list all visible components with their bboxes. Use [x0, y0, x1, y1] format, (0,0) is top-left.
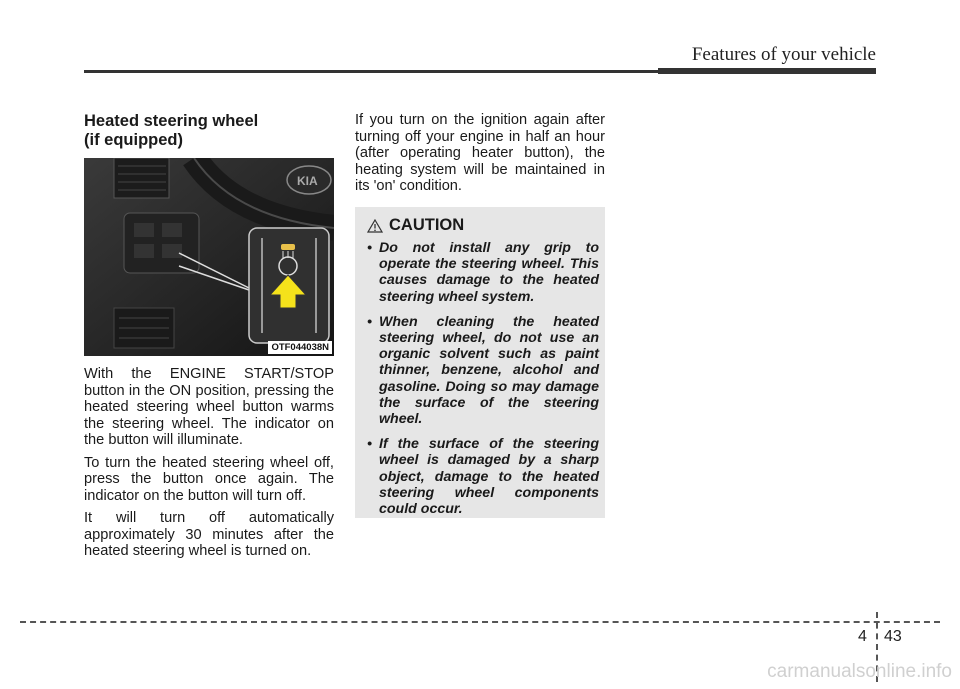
- heading: [84, 112, 334, 150]
- footer-rule: [20, 621, 940, 623]
- warning-icon: [367, 219, 383, 233]
- paragraph-2: To turn the heated steering wheel off, press the button once again. The indicator on the button will turn off.: [84, 454, 334, 504]
- image-caption: OTF044038N: [268, 341, 332, 354]
- dashboard-illustration: [84, 158, 334, 356]
- caution-item-text: Do not install any grip to operate the steering wheel. This causes damage to the heated steering wheel system.: [379, 240, 599, 305]
- bullet: •: [367, 240, 372, 256]
- right-column: [355, 112, 605, 195]
- caution-box: [355, 207, 605, 518]
- caution-item-text: When cleaning the heated steering wheel, do not use an organic solvent such as paint thinner, benzene, alcohol and gasoline. Doing so may damage the surface of the steering wheel.: [379, 313, 599, 428]
- bullet: •: [367, 436, 372, 453]
- caution-item-text: If the surface of the steering wheel is damaged by a sharp object, damage to the heated steering wheel components could occur.: [379, 436, 599, 518]
- indicator-light: [281, 244, 295, 250]
- left-column: [84, 112, 334, 560]
- heated-steering-wheel-photo: [84, 158, 334, 356]
- paragraph-3: It will turn off automatically approximately 30 minutes after the heated steering wheel is turned on.: [84, 510, 334, 559]
- heading-line-2: (if equipped): [84, 131, 183, 149]
- header-rule-accent: [658, 68, 876, 74]
- caution-item: [367, 240, 599, 305]
- page-number: 43: [884, 628, 902, 645]
- bullet: •: [367, 313, 372, 330]
- caution-item: [367, 314, 599, 427]
- logo: KIA: [297, 174, 318, 188]
- caution-list: [367, 240, 599, 526]
- paragraph-1: With the ENGINE START/STOP button in the ON position, pressing the heated steering wheel button warms the steering wheel. The indicator on the button will illuminate.: [84, 366, 334, 448]
- caution-item: [367, 436, 599, 517]
- heading-line-1: Heated steering wheel: [84, 112, 259, 130]
- section-title: Features of your vehicle: [691, 44, 876, 65]
- chapter-number: 4: [858, 628, 867, 645]
- caution-title: CAUTION: [389, 216, 465, 234]
- paragraph-ignition: If you turn on the ignition again after turning off your engine in half an hour (after operating heater button), the heating system will be maintained in its 'on' condition.: [355, 112, 605, 194]
- watermark[interactable]: carmanualsonline.info: [767, 661, 952, 682]
- caution-header: [367, 216, 464, 235]
